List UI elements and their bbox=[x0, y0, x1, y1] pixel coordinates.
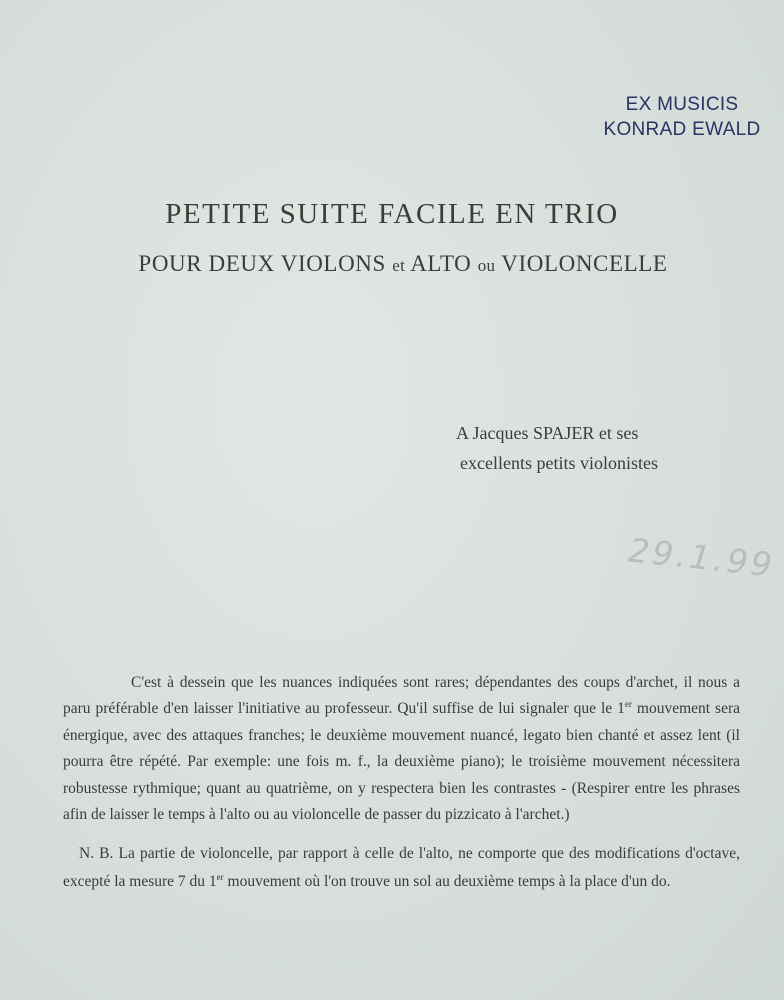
paragraph-2-text-a: N. B. La partie de violoncelle, par rapport à celle de l'alto, ne comporte que des modifications d'octave, excepté la mesure 7 du 1 bbox=[63, 844, 740, 890]
subtitle-part-5: VIOLONCELLE bbox=[495, 251, 668, 276]
subtitle-part-4: ou bbox=[477, 256, 496, 275]
stamp-line-2: KONRAD EWALD bbox=[603, 119, 761, 140]
preface-paragraph bbox=[63, 670, 740, 829]
paragraph-1-superscript: er bbox=[624, 699, 632, 709]
page-title: PETITE SUITE FACILE EN TRIO bbox=[165, 198, 619, 230]
handwritten-date: 29.1.99 bbox=[626, 530, 777, 585]
stamp-line-1: EX MUSICIS bbox=[625, 94, 739, 115]
paragraph-1-text-b: mouvement sera énergique, avec des attaques franches; le deuxième mouvement nuancé, legato bien chanté et assez lent (il pourra être répété. Par exemple: une fois m. f., la deuxième piano); le troisième mouvement nécessitera robustesse rythmique; quant au quatrième, on y respectera bien les contrastes - (Respirer entre les phrases afin de laisser le temps à l'alto ou au violoncelle de passer du pizzicato à l'archet.) bbox=[63, 700, 740, 823]
subtitle-part-1: POUR DEUX VIOLONS bbox=[138, 251, 393, 276]
subtitle-part-3: ALTO bbox=[405, 251, 478, 276]
dedication-line-1: A Jacques SPAJER et ses bbox=[456, 423, 639, 443]
nota-bene-paragraph bbox=[63, 840, 740, 896]
subtitle-part-2: et bbox=[392, 256, 406, 275]
paragraph-2-superscript: er bbox=[216, 871, 224, 882]
ownership-stamp bbox=[592, 92, 772, 142]
dedication bbox=[456, 418, 756, 478]
paragraph-1-text-a: C'est à dessein que les nuances indiquées sont rares; dépendantes des coups d'archet, il nous a paru préférable d'en laisser l'initiative au professeur. Qu'il suffise de lui signaler que le 1 bbox=[63, 673, 740, 717]
paragraph-2-text-b: mouvement où l'on trouve un sol au deuxième temps à la place d'un do. bbox=[223, 872, 671, 890]
dedication-line-2: excellents petits violonistes bbox=[460, 453, 658, 473]
page-subtitle bbox=[0, 251, 784, 277]
